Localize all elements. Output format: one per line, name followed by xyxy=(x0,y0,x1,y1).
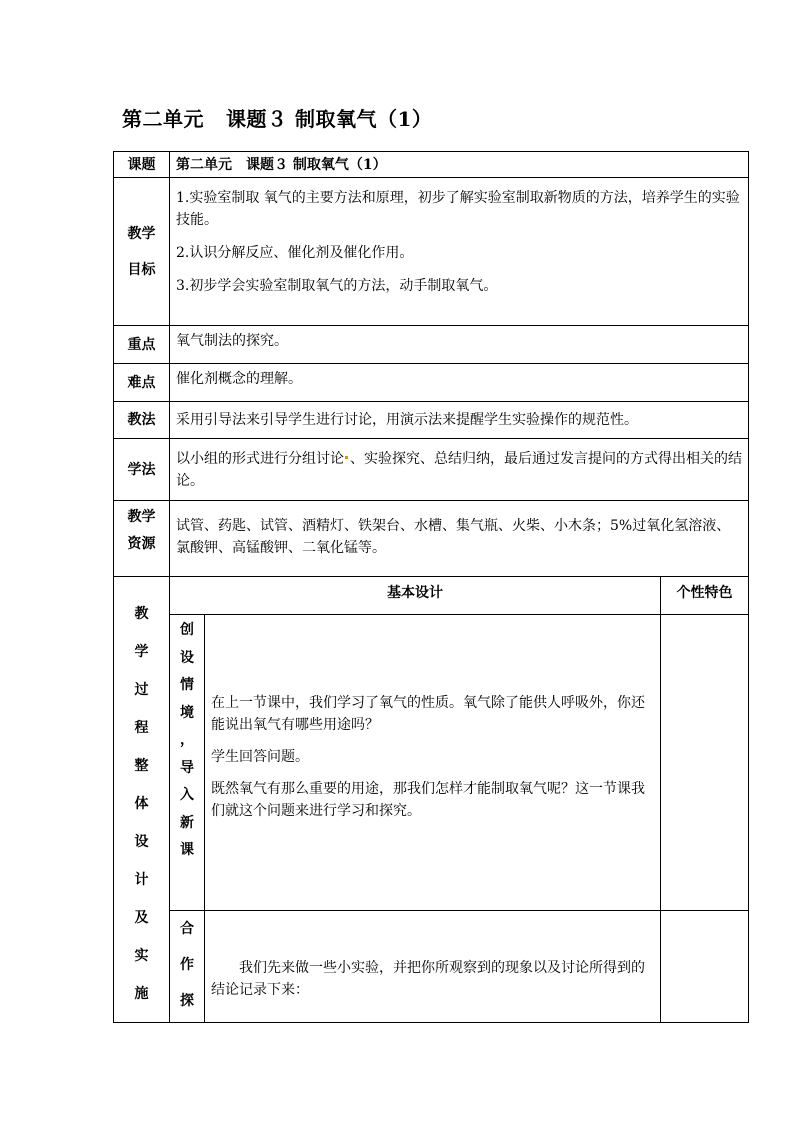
difficulty-row xyxy=(114,364,749,402)
learning-method-text-1: 以小组的形式进行分组讨论 xyxy=(176,450,344,467)
topic-label: 课题 xyxy=(114,152,170,178)
vlabel-char: 整 xyxy=(134,757,149,774)
difficulty-label: 难点 xyxy=(114,364,170,402)
stage2-feature xyxy=(661,911,749,1023)
stage2-char: 探 xyxy=(180,993,194,1009)
teaching-method-label: 教法 xyxy=(114,402,170,439)
resources-label xyxy=(114,501,170,577)
vlabel-char: 体 xyxy=(134,795,149,812)
key-point-value: 氧气制法的探究。 xyxy=(170,326,749,364)
topic-row xyxy=(114,152,749,178)
goals-label-line1: 教学 xyxy=(127,225,156,242)
goals-content xyxy=(170,178,749,326)
mark-dot xyxy=(345,456,348,459)
learning-method-row xyxy=(114,439,749,501)
difficulty-value: 催化剂概念的理解。 xyxy=(170,364,749,402)
stage2-row xyxy=(114,911,749,1023)
process-header-row xyxy=(114,577,749,615)
vlabel-char: 教 xyxy=(134,605,149,622)
page-title-lesson: 课题３ 制取氧气（1） xyxy=(226,107,433,131)
stage1-row xyxy=(114,615,749,911)
stage1-char: 入 xyxy=(180,787,194,803)
vlabel-char: 程 xyxy=(134,719,149,736)
process-vertical-label xyxy=(114,577,170,1023)
goal-item-1: 1.实验室制取 氧气的主要方法和原理，初步了解实验室制取新物质的方法，培养学生的实验技能。 xyxy=(176,190,740,228)
vlabel-char: 施 xyxy=(134,985,149,1002)
page-title-unit: 第二单元 xyxy=(122,107,204,131)
learning-method-text-2: 、实验探究、总结归纳，最后通过发言提问的方式得出相关的结论。 xyxy=(176,450,742,489)
resources-value: 试管、药匙、试管、酒精灯、铁架台、水槽、集气瓶、火柴、小木条；5%过氧化氢溶液、氯酸钾、高锰酸钾、二氧化锰等。 xyxy=(170,501,749,577)
vlabel-char: 学 xyxy=(134,643,149,660)
stage1-char: 情 xyxy=(180,677,194,693)
topic-value: 第二单元 课题３ 制取氧气（1） xyxy=(170,152,749,178)
stage1-char: 导 xyxy=(180,759,194,776)
resources-label-line2: 资源 xyxy=(127,536,156,552)
stage1-paragraph-1: 在上一节课中，我们学习了氧气的性质。氧气除了能供人呼吸外，你还能说出氧气有哪些用途吗？ xyxy=(211,695,645,733)
stage1-paragraph-2: 学生回答问题。 xyxy=(211,749,309,765)
goals-label-line2: 目标 xyxy=(127,261,156,278)
resources-label-line1: 教学 xyxy=(127,509,156,525)
key-point-row xyxy=(114,326,749,364)
vlabel-char: 计 xyxy=(134,871,149,888)
feature-header: 个性特色 xyxy=(661,577,749,615)
stage1-char: 课 xyxy=(180,842,194,858)
goal-item-3: 3.初步学会实验室制取氧气的方法，动手制取氧气。 xyxy=(176,278,498,294)
teaching-method-value: 采用引导法来引导学生进行讨论，用演示法来提醒学生实验操作的规范性。 xyxy=(170,402,749,439)
vlabel-char: 设 xyxy=(134,833,149,850)
stage1-design xyxy=(205,615,661,911)
design-header: 基本设计 xyxy=(170,577,661,615)
page-title xyxy=(122,103,432,132)
key-point-label: 重点 xyxy=(114,326,170,364)
stage1-label xyxy=(170,615,205,911)
vlabel-char: 实 xyxy=(134,947,149,964)
stage2-paragraph: 我们先来做一些小实验，并把你所观察到的现象以及讨论所得到的结论记录下来： xyxy=(211,960,645,998)
vlabel-char: 及 xyxy=(134,909,149,926)
stage1-char: ， xyxy=(180,732,194,748)
stage2-design xyxy=(205,911,661,1023)
stage1-paragraph-3: 既然氧气有那么重要的用途，那我们怎样才能制取氧气呢？这一节课我们就这个问题来进行学习和探究。 xyxy=(211,781,645,819)
stage2-label xyxy=(170,911,205,1023)
stage1-feature xyxy=(661,615,749,911)
teaching-method-row xyxy=(114,402,749,439)
stage2-char: 合 xyxy=(180,921,194,937)
goals-row xyxy=(114,178,749,326)
stage1-char: 设 xyxy=(180,649,194,666)
resources-row xyxy=(114,501,749,577)
stage1-char: 境 xyxy=(180,704,194,721)
goal-item-2: 2.认识分解反应、催化剂及催化作用。 xyxy=(176,245,414,261)
learning-method-label: 学法 xyxy=(114,439,170,501)
stage1-char: 新 xyxy=(180,814,194,831)
stage2-char: 作 xyxy=(180,957,194,973)
lesson-plan-table xyxy=(113,151,749,1023)
goals-label xyxy=(114,178,170,326)
learning-method-value xyxy=(170,439,749,501)
vlabel-char: 过 xyxy=(134,681,149,698)
stage1-char: 创 xyxy=(180,622,194,638)
